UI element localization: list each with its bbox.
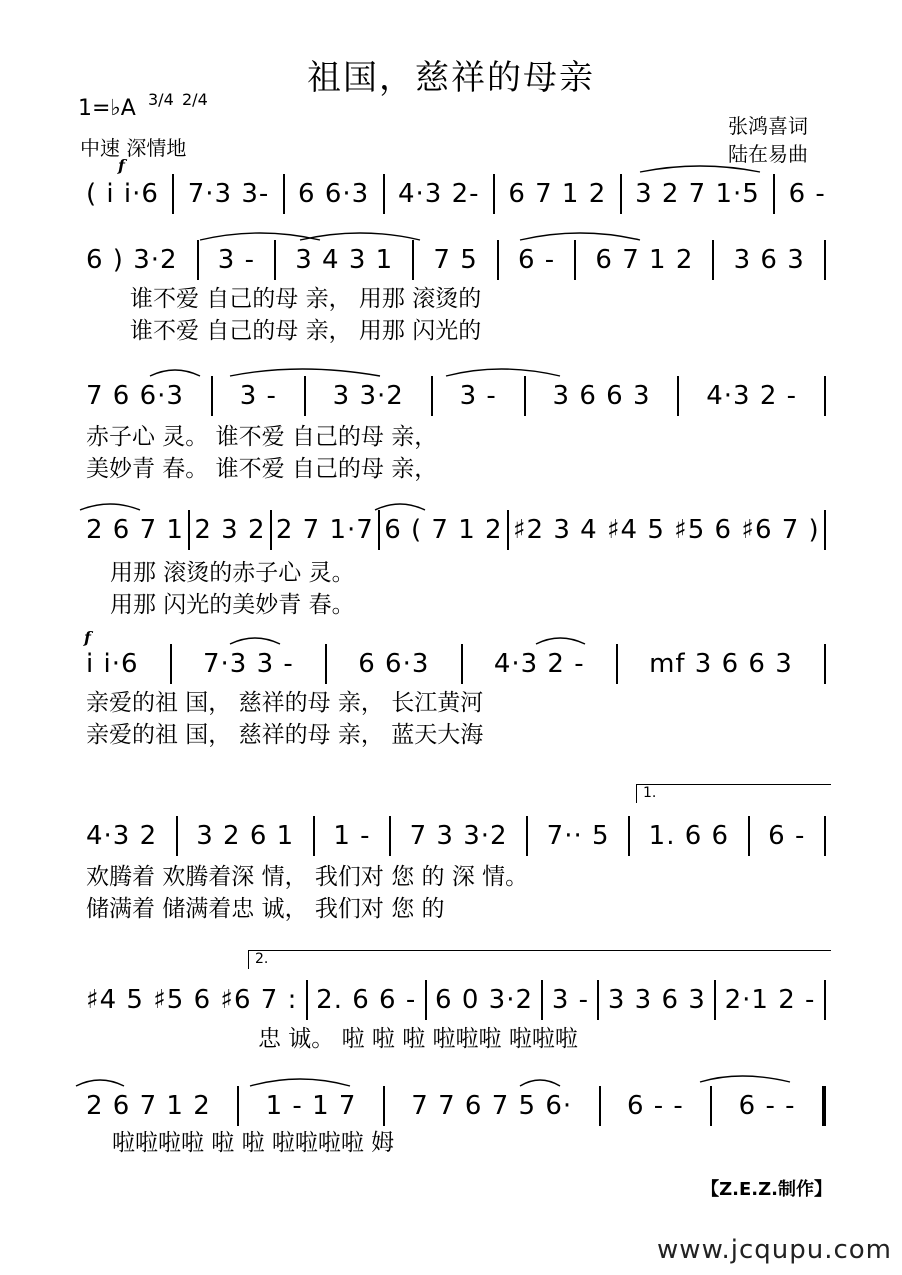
barline [824,510,826,550]
barline [507,510,509,550]
measure: 7·3 3- [187,179,270,209]
measure: 7 7 6 7 5 6· [411,1091,573,1121]
barline [599,1086,601,1126]
measure: mf 3 6 6 3 [649,649,793,679]
barline [170,644,172,684]
barline [526,816,528,856]
barline [824,376,826,416]
notes-row [86,236,826,284]
measure: 6 - [517,245,556,275]
barline [616,644,618,684]
barline [773,174,775,214]
measure: 3 - [551,985,590,1015]
measure: 4·3 2 [86,821,158,851]
barline [493,174,495,214]
key-signature: 1=♭A [78,96,136,121]
barline [383,1086,385,1126]
measure: 6 7 1 2 [595,245,694,275]
barline [283,174,285,214]
measure: 7 3 3·2 [409,821,508,851]
measure: 7 5 [433,245,478,275]
barline [188,510,190,550]
lyric-line-1: 啦啦啦啦 啦 啦 啦啦啦啦 姆 [112,1129,395,1156]
measure: 3 2 7 1·5 [635,179,760,209]
measure: 4·3 2 - [493,649,585,679]
barline [824,980,826,1020]
barline [712,240,714,280]
measure: 2. 6 6 - [316,985,417,1015]
measure: 4·3 2 - [706,381,798,411]
barline [497,240,499,280]
measure: 1 - 1 7 [265,1091,357,1121]
notes-row [86,372,826,420]
measure: 3 - [239,381,277,411]
barline [541,980,543,1020]
notes-row [86,170,826,218]
barline [824,644,826,684]
barline [211,376,213,416]
lyric-line-1: 亲爱的祖 国， 慈祥的母 亲， 长江黄河 [86,689,484,716]
lyric-line-1: 忠 诚。 啦 啦 啦 啦啦啦 啦啦啦 [258,1025,578,1052]
page-title: 祖国，慈祥的母亲 [307,58,595,98]
barline [274,240,276,280]
barline [824,816,826,856]
dynamic-mark: f [118,156,125,175]
barline [748,816,750,856]
lyric-line-1: 赤子心 灵。 谁不爱 自己的母 亲， [86,423,438,450]
measure: 6 - - [626,1091,684,1121]
barline [824,240,826,280]
measure: ♯4 5 ♯5 6 ♯6 7 : [86,985,298,1015]
volta-2-bracket: 2. [248,950,831,969]
composer-credit: 陆在易曲 [728,142,808,166]
barline [628,816,630,856]
lyricist-credit: 张鸿喜词 [728,114,808,138]
measure: 6 0 3·2 [435,985,534,1015]
barline [677,376,679,416]
measure: 6 - [788,179,826,209]
measure: 7·· 5 [546,821,610,851]
notes-row [86,640,826,688]
barline [306,980,308,1020]
measure: 2 3 2 [194,515,266,545]
barline [425,980,427,1020]
measure: ( i i·6 [86,179,159,209]
barline [714,980,716,1020]
measure: 2 6 7 1 [86,515,184,545]
credit-stamp: 【Z.E.Z.制作】 [701,1179,832,1200]
lyric-line-2: 亲爱的祖 国， 慈祥的母 亲， 蓝天大海 [86,721,484,748]
barline [710,1086,712,1126]
notes-row [86,976,826,1024]
measure: 3 3 6 3 [607,985,706,1015]
barline [597,980,599,1020]
measure: 7·3 3 - [202,649,294,679]
measure: i i·6 [86,649,139,679]
barline [389,816,391,856]
barline [304,376,306,416]
measure: 2 7 1·7 [275,515,374,545]
barline [197,240,199,280]
meter-2: 2/4 [182,90,208,109]
measure: 1. 6 6 [648,821,730,851]
barline [524,376,526,416]
meter-1: 3/4 [148,90,174,109]
barline [431,376,433,416]
measure: 4·3 2- [397,179,480,209]
barline [574,240,576,280]
measure: 7 6 6·3 [86,381,184,411]
notes-row [86,506,826,554]
lyric-line-1: 用那 滚烫的赤子心 灵。 [110,559,355,586]
measure: 6 - [768,821,806,851]
final-barline [822,1086,826,1126]
barline [325,644,327,684]
site-watermark: www.jcqupu.com [657,1235,892,1265]
barline [176,816,178,856]
measure: 3 2 6 1 [196,821,295,851]
measure: 6 7 1 2 [508,179,607,209]
measure: 3 6 3 [733,245,805,275]
barline [620,174,622,214]
measure: 3 4 3 1 [295,245,394,275]
notes-row [86,812,826,860]
barline [172,174,174,214]
measure: 3 3·2 [332,381,404,411]
measure: 3 - [459,381,497,411]
barline [270,510,272,550]
measure: 2·1 2 - [724,985,816,1015]
measure: 6 - - [738,1091,796,1121]
lyric-line-2: 用那 闪光的美妙青 春。 [110,591,355,618]
barline [412,240,414,280]
lyric-line-2: 储满着 储满着忠 诚， 我们对 您 的 [86,895,445,922]
barline [313,816,315,856]
measure: ♯2 3 4 ♯4 5 ♯5 6 ♯6 7 ) [512,515,820,545]
lyric-line-2: 谁不爱 自己的母 亲， 用那 闪光的 [130,317,482,344]
measure: 2 6 7 1 2 [86,1091,211,1121]
measure: 6 6·3 [298,179,370,209]
lyric-line-1: 欢腾着 欢腾着深 情， 我们对 您 的 深 情。 [86,863,529,890]
measure: 6 ) 3·2 [86,245,178,275]
tempo-marking: 中速 深情地 [80,136,187,160]
measure: 6 ( 7 1 2 [384,515,503,545]
measure: 3 - [217,245,255,275]
measure: 3 6 6 3 [552,381,651,411]
volta-1-bracket: 1. [636,784,831,803]
barline [461,644,463,684]
barline [378,510,380,550]
lyric-line-2: 美妙青 春。 谁不爱 自己的母 亲， [86,455,438,482]
dynamic-mark: f [84,628,91,647]
lyric-line-1: 谁不爱 自己的母 亲， 用那 滚烫的 [130,285,482,312]
measure: 1 - [333,821,371,851]
barline [237,1086,239,1126]
measure: 6 6·3 [358,649,430,679]
barline [383,174,385,214]
